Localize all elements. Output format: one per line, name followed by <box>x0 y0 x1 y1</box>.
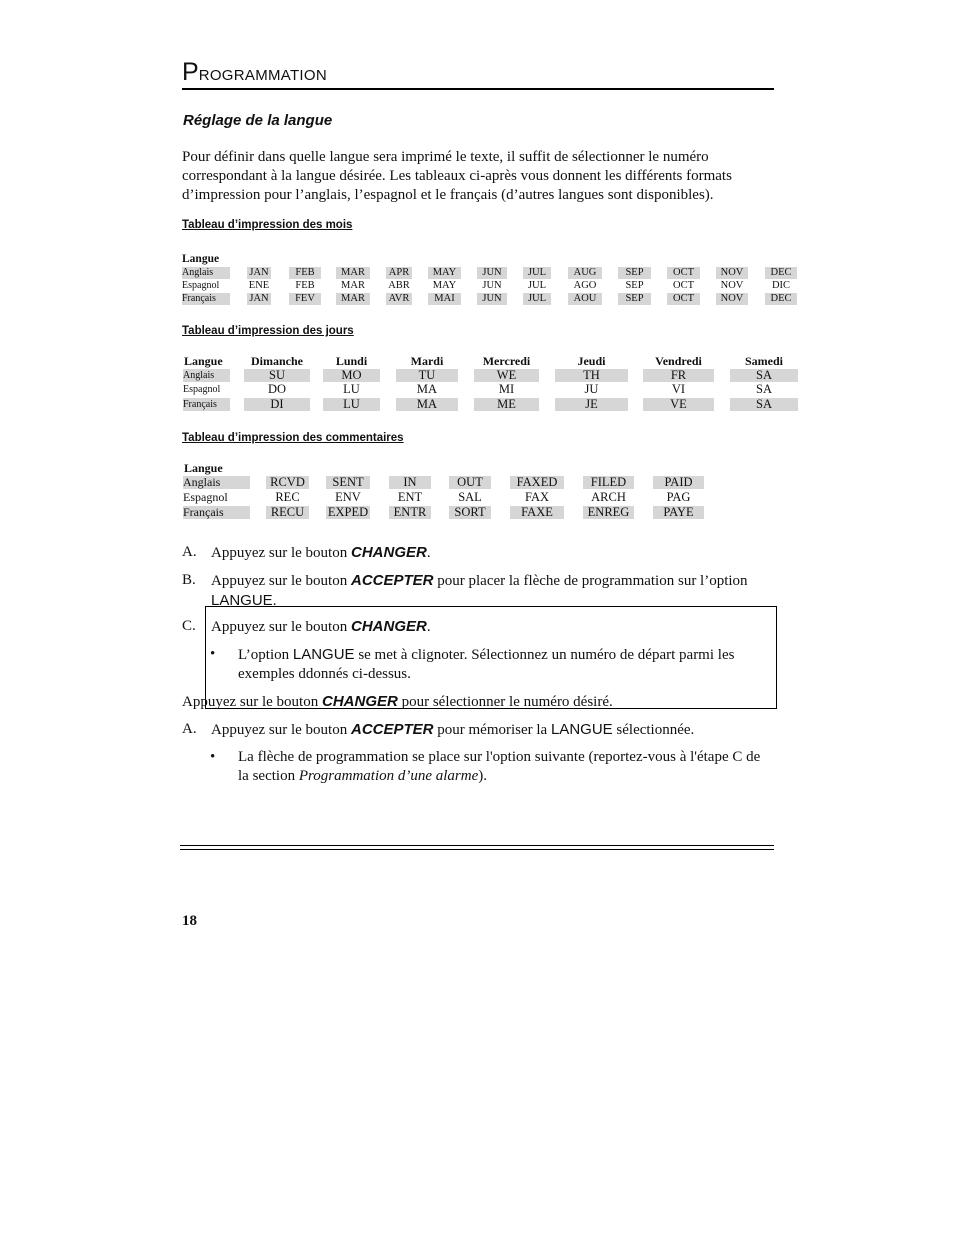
month-cell: AVR <box>386 293 412 305</box>
day-cell: DO <box>267 382 287 396</box>
month-cell: APR <box>386 267 412 279</box>
month-cell: JAN <box>247 293 271 305</box>
month-cell: MAR <box>336 267 370 279</box>
month-cell: FEB <box>289 267 321 279</box>
month-cell: DEC <box>765 267 797 279</box>
month-cell: OCT <box>673 280 694 291</box>
accepter-button-name: ACCEPTER <box>350 572 434 589</box>
step-text: pour mémoriser la <box>433 722 551 738</box>
step-text: pour placer la flèche de programmation sur l’option <box>433 573 748 589</box>
step-text: Appuyez sur le bouton <box>182 694 322 710</box>
comment-cell: REC <box>275 490 300 504</box>
day-cell: MO <box>323 369 380 382</box>
row-language-label: Français <box>183 398 230 411</box>
day-column-header: Lundi <box>335 354 368 368</box>
comment-cell: IN <box>389 476 431 489</box>
day-cell: VI <box>671 382 686 396</box>
day-cell: ME <box>474 398 539 411</box>
day-column-header: Samedi <box>744 354 783 368</box>
day-cell: FR <box>643 369 714 382</box>
langue-option-name: LANGUE <box>550 721 613 738</box>
comment-cell: FAX <box>524 490 550 504</box>
langue-option-name: LANGUE <box>211 592 273 609</box>
month-cell: MAI <box>428 293 461 305</box>
month-cell: JAN <box>247 267 271 279</box>
step-punct: . <box>426 619 431 635</box>
comments-table-caption: Tableau d’impression des commentaires <box>182 432 404 444</box>
comment-cell: SENT <box>326 476 370 489</box>
bullet-text: L’option <box>238 647 293 663</box>
row-language-label: Français <box>182 293 230 305</box>
step-text: Appuyez sur le bouton <box>211 545 351 561</box>
month-cell: AOU <box>568 293 602 305</box>
day-cell: TU <box>396 369 458 382</box>
changer-button-name: CHANGER <box>350 618 427 635</box>
comment-cell: PAG <box>666 490 691 504</box>
row-language-label: Anglais <box>183 476 250 489</box>
month-cell: NOV <box>716 267 748 279</box>
bullet-marker: • <box>210 646 216 662</box>
row-language-label: Espagnol <box>182 280 220 291</box>
changer-button-name: CHANGER <box>321 693 398 710</box>
row-language-label: Espagnol <box>183 490 228 504</box>
day-cell: JU <box>584 382 599 396</box>
comment-cell: PAID <box>653 476 704 489</box>
month-cell: JUL <box>527 280 547 291</box>
month-cell: ENE <box>248 280 270 291</box>
comment-cell: FILED <box>583 476 634 489</box>
step-plain <box>182 692 782 712</box>
month-cell: FEB <box>295 280 315 291</box>
day-cell: LU <box>323 398 380 411</box>
section-title: Réglage de la langue <box>183 112 333 129</box>
accepter-button-name: ACCEPTER <box>350 721 434 738</box>
langue-option-name: LANGUE <box>292 646 355 663</box>
month-cell: ABR <box>388 280 410 291</box>
comment-cell: ENT <box>397 490 423 504</box>
step-punct: . <box>272 593 277 609</box>
month-cell: MAY <box>432 280 457 291</box>
day-cell: SA <box>756 382 772 396</box>
day-cell: SA <box>730 398 798 411</box>
bullet-text: La flèche de programmation se place sur l'option suivante (reportez-vous à l'étape C de la section <box>238 749 761 784</box>
month-cell: OCT <box>667 293 700 305</box>
day-column-header: Mardi <box>410 354 444 368</box>
day-cell: MA <box>416 382 438 396</box>
comment-cell: RECU <box>266 506 309 519</box>
month-cell: FEV <box>289 293 321 305</box>
footer-rule <box>180 845 774 850</box>
month-cell: SEP <box>625 280 644 291</box>
month-cell: DEC <box>765 293 797 305</box>
day-cell: MA <box>396 398 458 411</box>
day-cell: JE <box>555 398 628 411</box>
page-header <box>182 58 774 90</box>
month-cell: NOV <box>716 293 748 305</box>
month-cell: SEP <box>618 267 651 279</box>
table-header-langue: Langue <box>182 253 220 265</box>
comment-cell: ENV <box>335 490 361 504</box>
month-cell: SEP <box>618 293 651 305</box>
section-reference: Programmation d’une alarme <box>298 768 479 784</box>
row-language-label: Français <box>183 506 250 519</box>
month-cell: AGO <box>573 280 597 291</box>
month-cell: JUN <box>477 267 507 279</box>
day-cell: LU <box>343 382 360 396</box>
step-label: A. <box>182 544 197 560</box>
step-text: Appuyez sur le bouton <box>211 619 351 635</box>
comment-cell: FAXED <box>510 476 564 489</box>
month-cell: MAY <box>428 267 461 279</box>
comment-cell: ENREG <box>583 506 634 519</box>
comment-cell: OUT <box>449 476 491 489</box>
page-number: 18 <box>182 913 197 929</box>
month-cell: JUN <box>477 293 507 305</box>
header-title-initial: P <box>182 58 199 86</box>
intro-paragraph: Pour définir dans quelle langue sera imprimé le texte, il suffit de sélectionner le numéro correspondant à la langue désirée. Les tableaux ci-après vous donnent les différents formats d’impression pour l’anglais, l’espagnol et le français (d’autres langues sont disponibles). <box>182 149 732 203</box>
changer-button-name: CHANGER <box>350 544 427 561</box>
day-column-header: Vendredi <box>655 354 702 368</box>
month-cell: MAR <box>336 293 370 305</box>
day-cell: WE <box>474 369 539 382</box>
comment-cell: ARCH <box>591 490 626 504</box>
comment-cell: RCVD <box>266 476 309 489</box>
day-column-header: Mercredi <box>482 354 531 368</box>
row-language-label: Anglais <box>182 267 230 279</box>
months-table-caption: Tableau d’impression des mois <box>182 219 353 231</box>
day-cell: SA <box>730 369 798 382</box>
comment-cell: FAXE <box>510 506 564 519</box>
month-cell: JUL <box>523 293 551 305</box>
day-cell: VE <box>643 398 714 411</box>
step-label: C. <box>182 618 196 634</box>
row-language-label: Espagnol <box>183 384 221 395</box>
step-text: pour sélectionner le numéro désiré. <box>397 694 613 710</box>
header-title-rest: ROGRAMMATION <box>198 67 328 84</box>
step-punct: . <box>426 545 431 561</box>
comment-cell: SAL <box>458 490 482 504</box>
comment-cell: EXPED <box>327 505 369 519</box>
month-cell: AUG <box>568 267 602 279</box>
day-column-header: Dimanche <box>251 354 303 368</box>
day-cell: DI <box>244 398 310 411</box>
month-cell: JUN <box>482 280 502 291</box>
table-header-langue: Langue <box>184 461 223 475</box>
month-cell: MAR <box>341 280 365 291</box>
day-cell: SU <box>244 369 310 382</box>
day-column-header: Jeudi <box>577 354 606 368</box>
bullet-text: ). <box>478 768 488 784</box>
table-header-langue: Langue <box>184 354 223 368</box>
day-cell: MI <box>498 382 515 396</box>
bullet-marker: • <box>210 749 216 765</box>
month-cell: DIC <box>771 280 791 291</box>
bullet-text: se met à clignoter. Sélectionnez un numéro de départ parmi les exemples ddonnés ci-dessus. <box>238 647 735 682</box>
step-text: Appuyez sur le bouton <box>211 573 351 589</box>
month-cell: NOV <box>720 280 744 291</box>
step-label: B. <box>182 572 196 588</box>
comment-cell: SORT <box>449 506 491 519</box>
month-cell: OCT <box>667 267 700 279</box>
step-label: A. <box>182 721 197 737</box>
days-table-caption: Tableau d’impression des jours <box>182 325 354 337</box>
month-cell: JUL <box>523 267 551 279</box>
step-text: Appuyez sur le bouton <box>211 722 351 738</box>
step-text: sélectionnée. <box>612 722 695 738</box>
comment-cell: ENTR <box>389 506 431 519</box>
row-language-label: Anglais <box>183 369 230 382</box>
comment-cell: PAYE <box>653 506 704 519</box>
day-cell: TH <box>555 369 628 382</box>
